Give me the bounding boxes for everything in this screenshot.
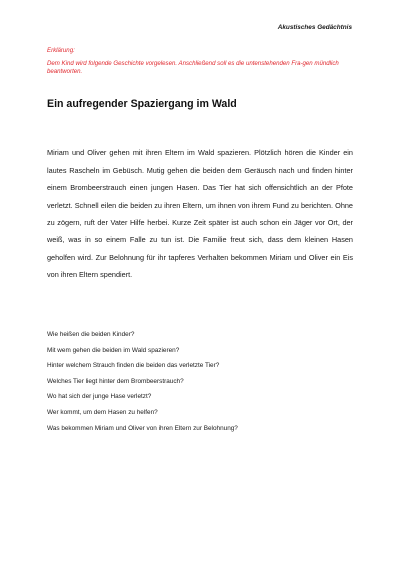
- question-item: Wer kommt, um dem Hasen zu helfen?: [47, 408, 158, 416]
- question-item: Mit wem gehen die beiden im Wald spazieren?: [47, 346, 180, 354]
- explanation-text: Dem Kind wird folgende Geschichte vorgelesen. Anschließend soll es die untenstehenden Fra-gen mündlich beantworten.: [47, 59, 339, 76]
- explanation-box: [47, 47, 353, 77]
- question-list: [47, 327, 357, 436]
- question-item: Was bekommen Miriam und Oliver von ihren Eltern zur Belohnung?: [47, 424, 238, 432]
- question-item: Welches Tier liegt hinter dem Brombeerstrauch?: [47, 377, 184, 385]
- explanation-label: Erklärung:: [47, 47, 75, 54]
- story-text: Miriam und Oliver gehen mit ihren Eltern im Wald spazieren. Plötzlich hören die Kinder ein lautes Rascheln im Gebüsch. Mutig gehen die beiden dem Geräusch nach und finden hinter einem Brombeerstrauch einen jungen Hasen. Das Tier hat sich offensichtlich an der Pfote verletzt. Schnell eilen die beiden zu ihren Eltern, um ihnen von ihrem Fund zu berichten. Ohne zu zögern, ruft der Vater Hilfe herbei. Kurze Zeit später ist auch schon ein Jäger vor Ort, der weiß, was in so einem Falle zu tun ist. Die Familie freut sich, dass dem kleinen Hasen geholfen wird. Zur Belohnung für ihr tapferes Verhalten bekommen Miriam und Oliver ein Eis von ihren Eltern spendiert.: [47, 148, 353, 280]
- question-item: Hinter welchem Strauch finden die beiden das verletzte Tier?: [47, 362, 220, 370]
- question-item: Wie heißen die beiden Kinder?: [47, 331, 135, 338]
- story-title: Ein aufregender Spaziergang im Wald: [47, 98, 237, 110]
- question-item: Wo hat sich der junge Hase verletzt?: [47, 393, 152, 401]
- page-header-label: Akustisches Gedächtnis: [277, 24, 352, 31]
